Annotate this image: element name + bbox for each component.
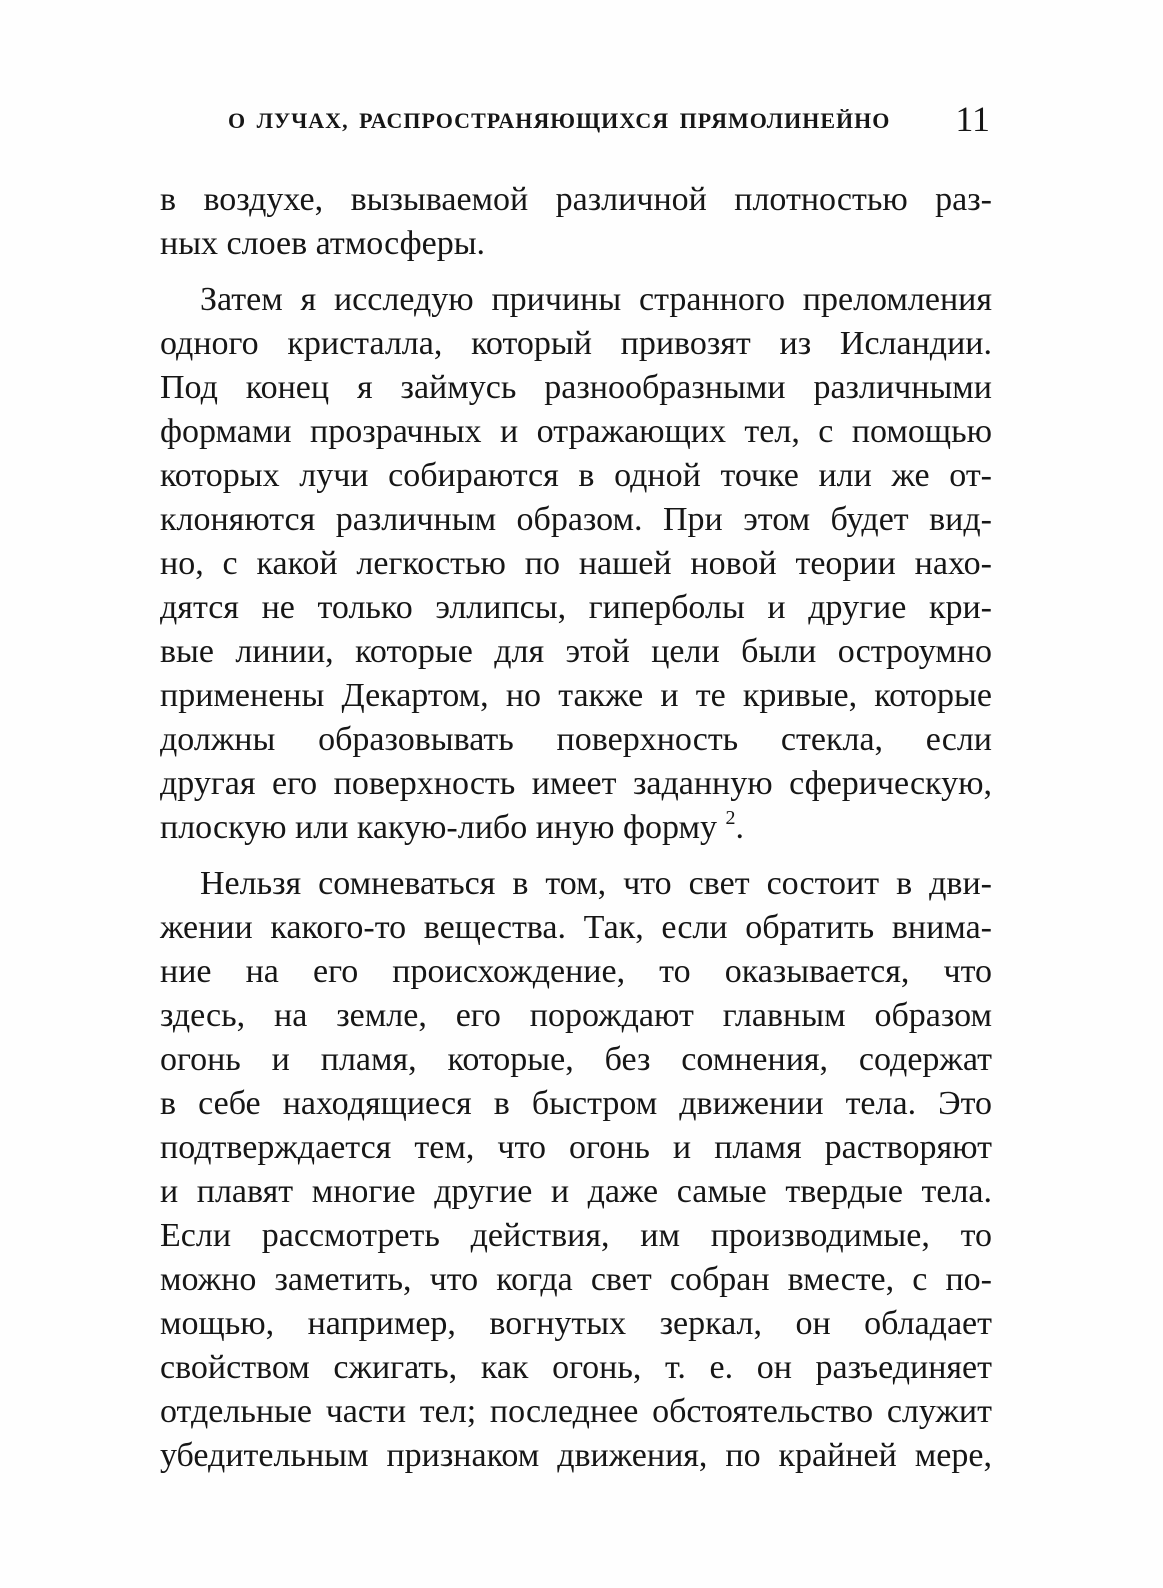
text-line: в себе находящиеся в быстром движении тела. Это [160, 1085, 992, 1122]
running-title: О ЛУЧАХ, РАСПРОСТРАНЯЮЩИХСЯ ПРЯМОЛИНЕЙНО [228, 108, 891, 133]
text-line: клоняются различным образом. При этом будет вид- [160, 501, 992, 538]
body-text [160, 178, 992, 1478]
running-header [160, 98, 990, 148]
text-line: вые линии, которые для этой цели были остроумно [160, 633, 992, 670]
paragraph [160, 862, 992, 1478]
text-line: но, с какой легкостью по нашей новой теории нахо- [160, 545, 992, 582]
text-line: которых лучи собираются в одной точке или же от- [160, 457, 992, 494]
text-line [160, 806, 992, 850]
text-line: и плавят многие другие и даже самые твердые тела. [160, 1173, 992, 1210]
text-line: убедительным признаком движения, по крайней мере, [160, 1437, 992, 1474]
text-line: Под конец я займусь разнообразными различными [160, 369, 992, 406]
text-line: можно заметить, что когда свет собран вместе, с по- [160, 1261, 992, 1298]
text-line: ние на его происхождение, то оказывается, что [160, 953, 992, 990]
text-line: другая его поверхность имеет заданную сферическую, [160, 765, 992, 802]
footnote-reference[interactable]: 2 [725, 807, 736, 829]
text-line: дятся не только эллипсы, гиперболы и другие кри- [160, 589, 992, 626]
paragraph [160, 278, 992, 850]
text-line: Если рассмотреть действия, им производимые, то [160, 1217, 992, 1254]
page-number: 11 [955, 99, 990, 139]
text-line: применены Декартом, но также и те кривые, которые [160, 677, 992, 714]
text-line: здесь, на земле, его порождают главным образом [160, 997, 992, 1034]
text-line: Затем я исследую причины странного преломления [200, 281, 992, 318]
sentence-end: . [735, 809, 745, 846]
text-line: одного кристалла, который привозят из Исландии. [160, 325, 992, 362]
text-line: отдельные части тел; последнее обстоятельство служит [160, 1393, 992, 1430]
text-line: ных слоев атмосферы. [160, 225, 486, 262]
text-line-content: плоскую или какую-либо иную форму [160, 809, 718, 846]
text-line: жении какого-то вещества. Так, если обратить внима- [160, 909, 992, 946]
text-line: должны образовывать поверхность стекла, если [160, 721, 992, 758]
text-line: в воздухе, вызываемой различной плотностью раз- [160, 181, 992, 218]
text-line: формами прозрачных и отражающих тел, с помощью [160, 413, 992, 450]
paragraph [160, 178, 992, 266]
text-line: свойством сжигать, как огонь, т. е. он разъединяет [160, 1349, 992, 1386]
text-line: мощью, например, вогнутых зеркал, он обладает [160, 1305, 992, 1342]
text-line: огонь и пламя, которые, без сомнения, содержат [160, 1041, 992, 1078]
text-line: Нельзя сомневаться в том, что свет состоит в дви- [200, 865, 992, 902]
text-line: подтверждается тем, что огонь и пламя растворяют [160, 1129, 992, 1166]
